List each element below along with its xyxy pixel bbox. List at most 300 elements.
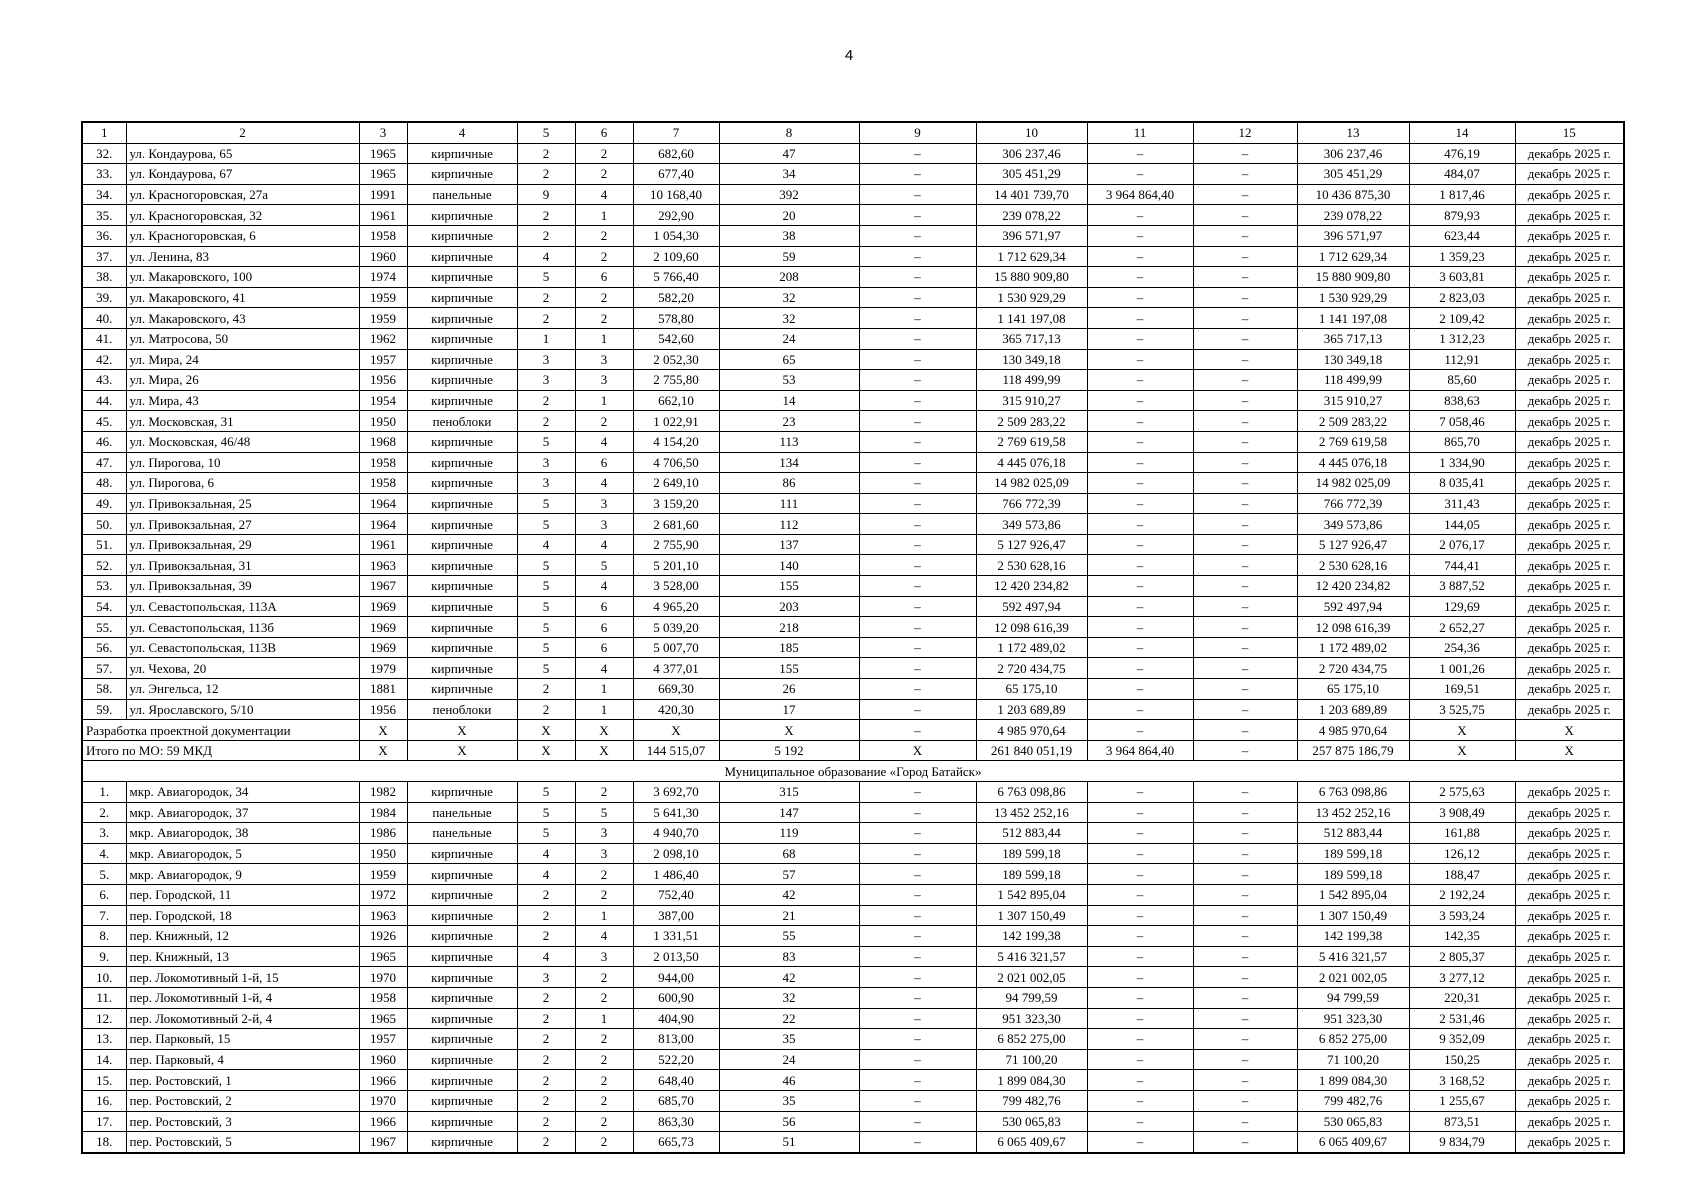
- table-cell: декабрь 2025 г.: [1515, 225, 1624, 246]
- table-cell: ул. Привокзальная, 39: [126, 576, 359, 597]
- table-cell: 530 065,83: [1297, 1111, 1409, 1132]
- table-cell: 1982: [359, 782, 407, 803]
- table-cell: декабрь 2025 г.: [1515, 411, 1624, 432]
- table-cell: 2: [517, 411, 575, 432]
- table-cell: 682,60: [633, 143, 719, 164]
- table-cell: кирпичные: [407, 431, 517, 452]
- table-cell: –: [1193, 287, 1297, 308]
- table-cell: 2: [517, 1111, 575, 1132]
- table-cell: –: [859, 1090, 976, 1111]
- table-row: [82, 205, 1624, 226]
- table-cell: 39.: [82, 287, 126, 308]
- table-cell: 57: [719, 864, 859, 885]
- table-cell: 1 712 629,34: [1297, 246, 1409, 267]
- table-cell: Итого по МО: 59 МКД: [82, 740, 359, 761]
- table-cell: 12 420 234,82: [976, 576, 1087, 597]
- table-row: [82, 452, 1624, 473]
- table-cell: –: [1193, 1008, 1297, 1029]
- table-cell: –: [859, 1008, 976, 1029]
- table-cell: 3 593,24: [1409, 905, 1515, 926]
- table-cell: пеноблоки: [407, 411, 517, 432]
- table-cell: 4: [517, 864, 575, 885]
- table-cell: 42: [719, 967, 859, 988]
- table-cell: 476,19: [1409, 143, 1515, 164]
- table-cell: мкр. Авиагородок, 37: [126, 802, 359, 823]
- table-cell: декабрь 2025 г.: [1515, 823, 1624, 844]
- table-cell: 32: [719, 287, 859, 308]
- table-cell: 4 965,20: [633, 596, 719, 617]
- table-cell: кирпичные: [407, 390, 517, 411]
- table-cell: 5 416 321,57: [976, 946, 1087, 967]
- table-cell: 2: [575, 225, 633, 246]
- table-cell: 1957: [359, 349, 407, 370]
- table-cell: –: [859, 576, 976, 597]
- table-cell: декабрь 2025 г.: [1515, 164, 1624, 185]
- table-row: [82, 658, 1624, 679]
- table-cell: 15: [1515, 122, 1624, 143]
- table-cell: кирпичные: [407, 267, 517, 288]
- table-cell: 21: [719, 905, 859, 926]
- table-cell: 4 154,20: [633, 431, 719, 452]
- table-cell: 2: [575, 164, 633, 185]
- table-cell: 261 840 051,19: [976, 740, 1087, 761]
- table-cell: 4: [517, 843, 575, 864]
- table-cell: 3 908,49: [1409, 802, 1515, 823]
- table-cell: кирпичные: [407, 884, 517, 905]
- table-cell: панельные: [407, 802, 517, 823]
- table-row: [82, 349, 1624, 370]
- table-cell: панельные: [407, 184, 517, 205]
- table-cell: X: [575, 740, 633, 761]
- table-cell: –: [1193, 411, 1297, 432]
- table-cell: ул. Мира, 43: [126, 390, 359, 411]
- table-cell: 4 940,70: [633, 823, 719, 844]
- table-cell: 865,70: [1409, 431, 1515, 452]
- table-cell: 2: [517, 1070, 575, 1091]
- table-cell: 530 065,83: [976, 1111, 1087, 1132]
- table-cell: 2: [575, 1070, 633, 1091]
- table-cell: 34: [719, 164, 859, 185]
- table-cell: 3: [517, 473, 575, 494]
- table-cell: 4 445 076,18: [1297, 452, 1409, 473]
- table-cell: 315 910,27: [1297, 390, 1409, 411]
- table-cell: ул. Севастопольская, 113В: [126, 637, 359, 658]
- table-cell: 5: [517, 782, 575, 803]
- table-cell: 85,60: [1409, 370, 1515, 391]
- table-cell: 1 359,23: [1409, 246, 1515, 267]
- table-cell: 44.: [82, 390, 126, 411]
- table-cell: –: [1193, 370, 1297, 391]
- table-cell: –: [859, 1070, 976, 1091]
- table-cell: 32: [719, 987, 859, 1008]
- table-cell: декабрь 2025 г.: [1515, 1029, 1624, 1050]
- table-cell: 623,44: [1409, 225, 1515, 246]
- table-cell: 5 127 926,47: [1297, 534, 1409, 555]
- table-cell: 311,43: [1409, 493, 1515, 514]
- table-cell: 2 769 619,58: [1297, 431, 1409, 452]
- table-cell: 7.: [82, 905, 126, 926]
- table-cell: 189 599,18: [1297, 864, 1409, 885]
- table-cell: 86: [719, 473, 859, 494]
- table-cell: 799 482,76: [1297, 1090, 1409, 1111]
- table-cell: 12 098 616,39: [1297, 617, 1409, 638]
- table-row: [82, 679, 1624, 700]
- table-cell: 306 237,46: [976, 143, 1087, 164]
- table-cell: 68: [719, 843, 859, 864]
- table-cell: 144,05: [1409, 514, 1515, 535]
- table-cell: декабрь 2025 г.: [1515, 390, 1624, 411]
- table-cell: 1 307 150,49: [976, 905, 1087, 926]
- table-cell: 2: [575, 884, 633, 905]
- table-cell: пер. Городской, 11: [126, 884, 359, 905]
- table-cell: 2 805,37: [1409, 946, 1515, 967]
- table-cell: 52.: [82, 555, 126, 576]
- table-cell: –: [1087, 390, 1193, 411]
- table-cell: –: [1193, 967, 1297, 988]
- table-cell: 6: [575, 596, 633, 617]
- table-cell: 142,35: [1409, 926, 1515, 947]
- table-cell: 12.: [82, 1008, 126, 1029]
- table-cell: декабрь 2025 г.: [1515, 1049, 1624, 1070]
- table-cell: –: [1193, 576, 1297, 597]
- table-cell: 65: [719, 349, 859, 370]
- table-cell: 7: [633, 122, 719, 143]
- table-cell: 5 127 926,47: [976, 534, 1087, 555]
- table-cell: –: [1087, 987, 1193, 1008]
- table-cell: 5: [517, 658, 575, 679]
- table-cell: 5: [517, 823, 575, 844]
- table-cell: 1 817,46: [1409, 184, 1515, 205]
- table-cell: –: [1087, 534, 1193, 555]
- table-cell: декабрь 2025 г.: [1515, 308, 1624, 329]
- table-cell: 2: [517, 287, 575, 308]
- table-cell: 2: [517, 699, 575, 720]
- table-cell: 4 377,01: [633, 658, 719, 679]
- table-cell: 2: [575, 1029, 633, 1050]
- table-cell: 5: [517, 493, 575, 514]
- table-cell: 3 528,00: [633, 576, 719, 597]
- table-cell: 2: [575, 287, 633, 308]
- table-cell: 3 277,12: [1409, 967, 1515, 988]
- table-cell: 2: [575, 411, 633, 432]
- table-cell: ул. Московская, 31: [126, 411, 359, 432]
- table-cell: –: [1193, 1049, 1297, 1070]
- table-cell: 6: [575, 452, 633, 473]
- table-cell: –: [859, 782, 976, 803]
- table-cell: 1: [517, 328, 575, 349]
- table-cell: кирпичные: [407, 905, 517, 926]
- table-cell: 118 499,99: [1297, 370, 1409, 391]
- table-cell: –: [859, 452, 976, 473]
- table-cell: 6: [575, 637, 633, 658]
- table-cell: 677,40: [633, 164, 719, 185]
- table-cell: 1: [575, 699, 633, 720]
- table-cell: 218: [719, 617, 859, 638]
- table-cell: –: [859, 205, 976, 226]
- table-row: [82, 987, 1624, 1008]
- table-cell: декабрь 2025 г.: [1515, 1070, 1624, 1091]
- table-cell: 2: [517, 905, 575, 926]
- table-cell: 42: [719, 884, 859, 905]
- table-cell: –: [859, 514, 976, 535]
- table-cell: 4: [517, 246, 575, 267]
- table-cell: 2 021 002,05: [1297, 967, 1409, 988]
- table-cell: 3: [517, 452, 575, 473]
- table-cell: ул. Кондаурова, 65: [126, 143, 359, 164]
- table-row: [82, 637, 1624, 658]
- table-cell: кирпичные: [407, 164, 517, 185]
- table-cell: 766 772,39: [1297, 493, 1409, 514]
- table-cell: 1 331,51: [633, 926, 719, 947]
- table-cell: 46.: [82, 431, 126, 452]
- table-cell: –: [1193, 720, 1297, 741]
- table-cell: 3: [575, 946, 633, 967]
- table-cell: 2 052,30: [633, 349, 719, 370]
- table-cell: 59.: [82, 699, 126, 720]
- table-cell: 2.: [82, 802, 126, 823]
- table-cell: 6: [575, 122, 633, 143]
- table-cell: 1926: [359, 926, 407, 947]
- table-cell: –: [859, 884, 976, 905]
- table-cell: –: [859, 802, 976, 823]
- table-cell: –: [859, 905, 976, 926]
- table-cell: 119: [719, 823, 859, 844]
- table-cell: 36.: [82, 225, 126, 246]
- table-cell: –: [859, 720, 976, 741]
- table-cell: 2: [517, 205, 575, 226]
- table-cell: ул. Макаровского, 100: [126, 267, 359, 288]
- table-cell: 512 883,44: [976, 823, 1087, 844]
- table-cell: 113: [719, 431, 859, 452]
- table-cell: ул. Красногоровская, 6: [126, 225, 359, 246]
- table-cell: 94 799,59: [976, 987, 1087, 1008]
- table-cell: –: [1087, 720, 1193, 741]
- table-cell: 2 530 628,16: [976, 555, 1087, 576]
- table-cell: –: [1193, 823, 1297, 844]
- table-cell: 1 172 489,02: [976, 637, 1087, 658]
- table-cell: 1958: [359, 473, 407, 494]
- table-cell: –: [1087, 637, 1193, 658]
- table-cell: –: [1087, 596, 1193, 617]
- table-cell: 9: [859, 122, 976, 143]
- table-row: [82, 1132, 1624, 1153]
- table-cell: 1: [575, 205, 633, 226]
- table-cell: 5: [517, 617, 575, 638]
- table-cell: 349 573,86: [976, 514, 1087, 535]
- table-cell: мкр. Авиагородок, 38: [126, 823, 359, 844]
- table-cell: кирпичные: [407, 782, 517, 803]
- table-cell: X: [859, 740, 976, 761]
- table-cell: 542,60: [633, 328, 719, 349]
- table-cell: 2 755,90: [633, 534, 719, 555]
- table-cell: декабрь 2025 г.: [1515, 699, 1624, 720]
- table-cell: 2: [517, 1090, 575, 1111]
- table-cell: –: [1193, 267, 1297, 288]
- table-cell: 220,31: [1409, 987, 1515, 1008]
- table-cell: декабрь 2025 г.: [1515, 349, 1624, 370]
- table-cell: –: [1087, 1090, 1193, 1111]
- table-row: [82, 411, 1624, 432]
- table-cell: 22: [719, 1008, 859, 1029]
- table-cell: кирпичные: [407, 1132, 517, 1153]
- table-cell: 752,40: [633, 884, 719, 905]
- table-cell: –: [859, 328, 976, 349]
- table-cell: 1960: [359, 246, 407, 267]
- table-cell: кирпичные: [407, 1111, 517, 1132]
- table-row: [82, 267, 1624, 288]
- table-cell: 2: [517, 926, 575, 947]
- table-cell: ул. Красногоровская, 27а: [126, 184, 359, 205]
- table-cell: 5 201,10: [633, 555, 719, 576]
- table-cell: 4: [575, 658, 633, 679]
- table-cell: 4 445 076,18: [976, 452, 1087, 473]
- table-cell: кирпичные: [407, 1029, 517, 1050]
- table-cell: декабрь 2025 г.: [1515, 246, 1624, 267]
- table-cell: кирпичные: [407, 514, 517, 535]
- table-cell: X: [1515, 720, 1624, 741]
- table-cell: 155: [719, 658, 859, 679]
- table-cell: 5 007,70: [633, 637, 719, 658]
- page-number: 4: [844, 47, 854, 64]
- table-cell: –: [1087, 473, 1193, 494]
- table-cell: 3 692,70: [633, 782, 719, 803]
- table-row: [82, 843, 1624, 864]
- table-cell: 1970: [359, 967, 407, 988]
- table-row: [82, 576, 1624, 597]
- table-cell: 35: [719, 1090, 859, 1111]
- table-cell: 1958: [359, 225, 407, 246]
- table-cell: –: [859, 555, 976, 576]
- table-cell: 685,70: [633, 1090, 719, 1111]
- table-cell: декабрь 2025 г.: [1515, 637, 1624, 658]
- table-cell: ул. Пирогова, 6: [126, 473, 359, 494]
- table-cell: 150,25: [1409, 1049, 1515, 1070]
- table-cell: –: [859, 143, 976, 164]
- table-cell: 1 899 084,30: [976, 1070, 1087, 1091]
- table-cell: 1964: [359, 514, 407, 535]
- table-cell: –: [1087, 823, 1193, 844]
- table-cell: 1958: [359, 987, 407, 1008]
- table-cell: 1964: [359, 493, 407, 514]
- table-cell: 9 834,79: [1409, 1132, 1515, 1153]
- table-cell: 14 982 025,09: [1297, 473, 1409, 494]
- table-cell: 2 720 434,75: [1297, 658, 1409, 679]
- table-cell: 189 599,18: [976, 843, 1087, 864]
- table-cell: мкр. Авиагородок, 9: [126, 864, 359, 885]
- table-cell: 420,30: [633, 699, 719, 720]
- table-cell: 5: [517, 267, 575, 288]
- table-cell: декабрь 2025 г.: [1515, 926, 1624, 947]
- table-cell: пер. Ростовский, 1: [126, 1070, 359, 1091]
- table-cell: кирпичные: [407, 225, 517, 246]
- table-cell: кирпичные: [407, 493, 517, 514]
- table-cell: –: [1193, 946, 1297, 967]
- table-cell: 14: [1409, 122, 1515, 143]
- table-row: [82, 926, 1624, 947]
- table-cell: X: [1515, 740, 1624, 761]
- table-cell: 53: [719, 370, 859, 391]
- table-cell: 1966: [359, 1111, 407, 1132]
- table-cell: 2: [575, 987, 633, 1008]
- table-cell: 396 571,97: [976, 225, 1087, 246]
- table-cell: –: [1193, 246, 1297, 267]
- table-cell: –: [859, 1049, 976, 1070]
- table-cell: 14: [719, 390, 859, 411]
- table-cell: кирпичные: [407, 1070, 517, 1091]
- table-cell: 3 887,52: [1409, 576, 1515, 597]
- table-cell: –: [1193, 926, 1297, 947]
- table-cell: –: [1087, 967, 1193, 988]
- table-cell: 1956: [359, 370, 407, 391]
- table-cell: декабрь 2025 г.: [1515, 555, 1624, 576]
- table-cell: кирпичные: [407, 349, 517, 370]
- table-cell: 15 880 909,80: [976, 267, 1087, 288]
- table-cell: 6 065 409,67: [1297, 1132, 1409, 1153]
- table-cell: 5 416 321,57: [1297, 946, 1409, 967]
- table-row: [82, 534, 1624, 555]
- table-body: [82, 122, 1624, 1153]
- table-row: [82, 143, 1624, 164]
- table-cell: –: [859, 617, 976, 638]
- table-cell: 6 763 098,86: [1297, 782, 1409, 803]
- table-cell: 1954: [359, 390, 407, 411]
- table-row: [82, 555, 1624, 576]
- table-cell: 20: [719, 205, 859, 226]
- table-cell: 1 530 929,29: [1297, 287, 1409, 308]
- table-cell: –: [1087, 926, 1193, 947]
- table-cell: –: [859, 864, 976, 885]
- table-cell: –: [1087, 287, 1193, 308]
- table-cell: –: [1193, 884, 1297, 905]
- table-cell: 126,12: [1409, 843, 1515, 864]
- table-cell: 2 109,60: [633, 246, 719, 267]
- table-cell: 3 525,75: [1409, 699, 1515, 720]
- table-cell: мкр. Авиагородок, 5: [126, 843, 359, 864]
- table-cell: ул. Севастопольская, 113б: [126, 617, 359, 638]
- table-cell: 2: [517, 987, 575, 1008]
- table-cell: 42.: [82, 349, 126, 370]
- table-cell: –: [1087, 802, 1193, 823]
- table-cell: 879,93: [1409, 205, 1515, 226]
- table-cell: –: [1087, 411, 1193, 432]
- table-cell: пер. Городской, 18: [126, 905, 359, 926]
- table-cell: X: [719, 720, 859, 741]
- table-cell: –: [1193, 390, 1297, 411]
- table-cell: 1967: [359, 1132, 407, 1153]
- table-cell: 4 706,50: [633, 452, 719, 473]
- table-cell: 3: [575, 514, 633, 535]
- table-cell: пер. Ростовский, 3: [126, 1111, 359, 1132]
- table-cell: 54.: [82, 596, 126, 617]
- table-cell: –: [1087, 328, 1193, 349]
- table-cell: 155: [719, 576, 859, 597]
- table-cell: –: [1087, 1070, 1193, 1091]
- table-cell: кирпичные: [407, 843, 517, 864]
- table-cell: декабрь 2025 г.: [1515, 617, 1624, 638]
- table-row: [82, 473, 1624, 494]
- table-cell: 35: [719, 1029, 859, 1050]
- table-cell: 1961: [359, 205, 407, 226]
- table-cell: 2 076,17: [1409, 534, 1515, 555]
- table-cell: 1972: [359, 884, 407, 905]
- table-cell: кирпичные: [407, 864, 517, 885]
- table-cell: –: [1087, 308, 1193, 329]
- table-cell: 38.: [82, 267, 126, 288]
- table-cell: 1 172 489,02: [1297, 637, 1409, 658]
- table-row: [82, 390, 1624, 411]
- table-cell: ул. Кондаурова, 67: [126, 164, 359, 185]
- table-cell: –: [1193, 534, 1297, 555]
